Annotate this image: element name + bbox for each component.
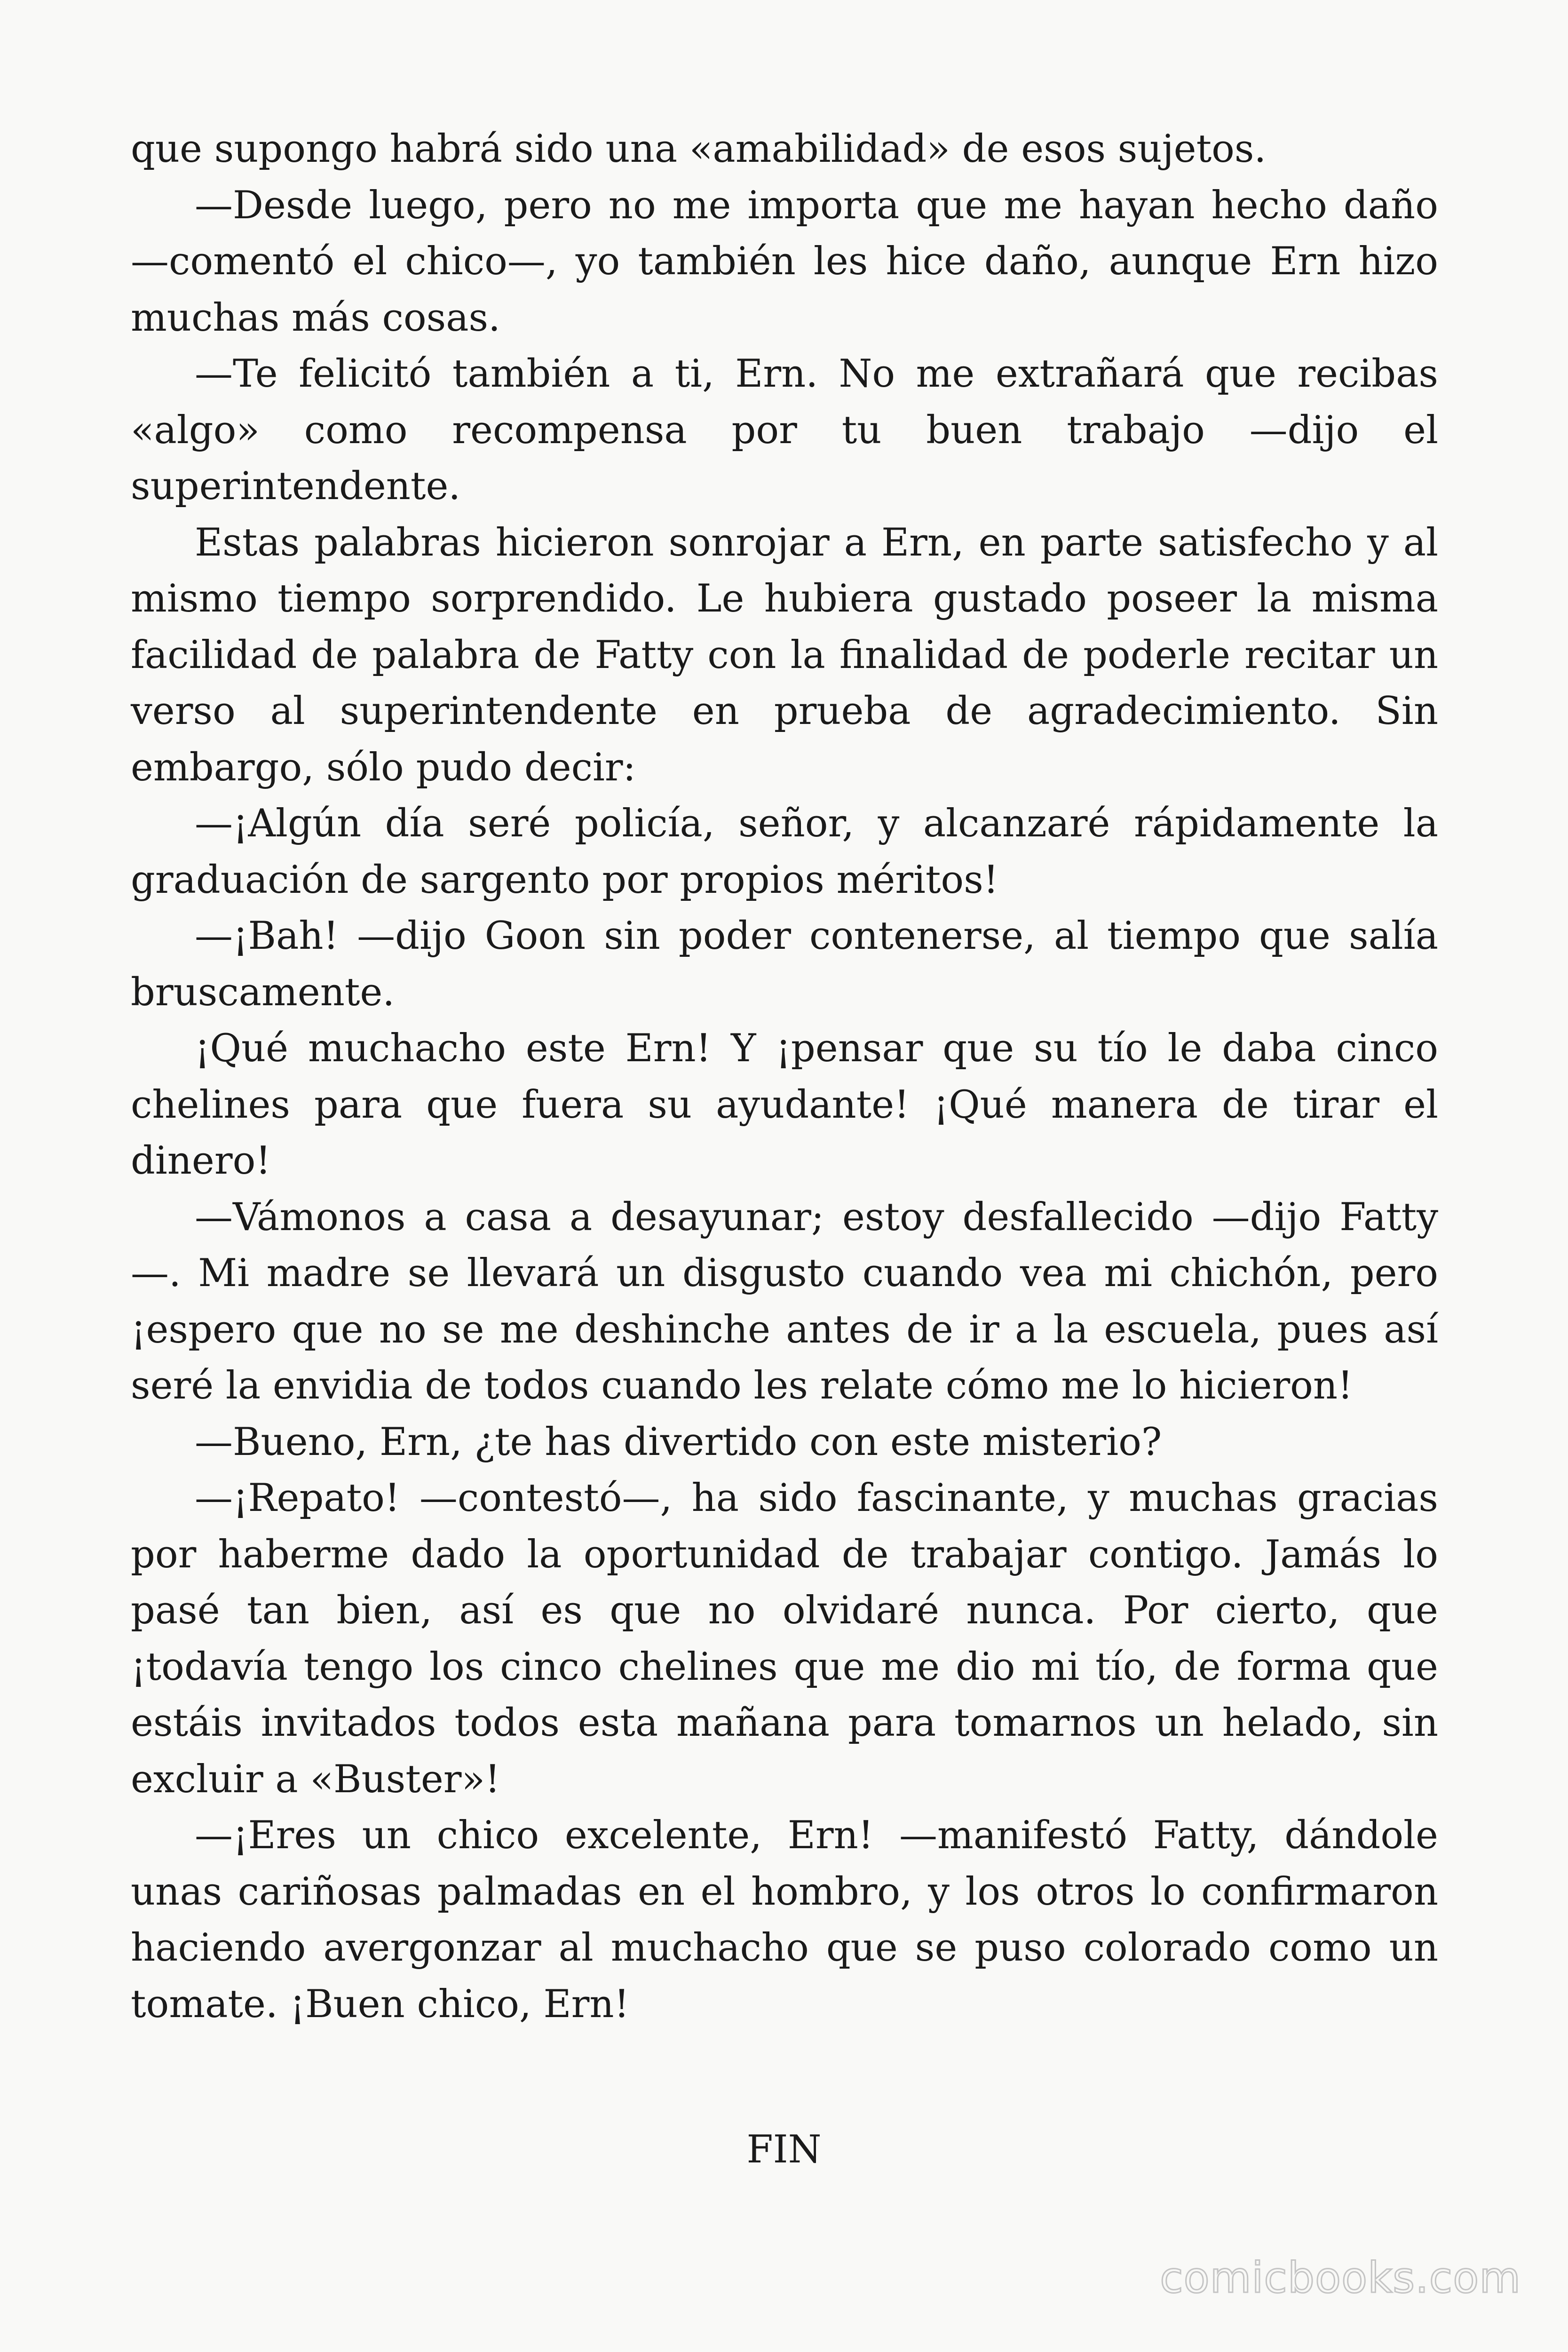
paragraph: Estas palabras hicieron sonrojar a Ern, en parte satisfecho y al mismo tiempo sorprendido. Le hubiera gustado poseer la misma facilidad de palabra de Fatty con la finalidad de poderle recitar un verso al superintendente en prueba de agradecimiento. Sin embargo, sólo pudo decir: xyxy=(131,520,1438,790)
paragraph-continuation: que supongo habrá sido una «amabilidad» de esos sujetos. xyxy=(131,127,1267,171)
paragraph: —¡Bah! —dijo Goon sin poder contenerse, al tiempo que salía bruscamente. xyxy=(131,914,1438,1015)
paragraph: —Bueno, Ern, ¿te has divertido con este misterio? xyxy=(195,1420,1162,1464)
paragraph: —Vámonos a casa a desayunar; estoy desfallecido —dijo Fatty —. Mi madre se llevará un disgusto cuando vea mi chichón, pero ¡espero que no se me deshinche antes de ir a la escuela, pues así seré la envidia de todos cuando les relate cómo me lo hicieron! xyxy=(131,1195,1438,1408)
paragraph: —Te felicitó también a ti, Ern. No me extrañará que recibas «algo» como recompensa por tu buen trabajo —dijo el superintendente. xyxy=(131,352,1438,509)
paragraph: —¡Repato! —contestó—, ha sido fascinante, y muchas gracias por haberme dado la oportunidad de trabajar contigo. Jamás lo pasé tan bien, así es que no olvidaré nunca. Por cierto, que ¡todavía tengo los cinco chelines que me dio mi tío, de forma que estáis invitados todos esta mañana para tomarnos un helado, sin excluir a «Buster»! xyxy=(131,1476,1438,1802)
body-text xyxy=(131,121,1438,2033)
ending-label: FIN xyxy=(746,2128,822,2172)
watermark: comicbooks.com xyxy=(1160,2253,1521,2303)
paragraph: —¡Eres un chico excelente, Ern! —manifestó Fatty, dándole unas cariñosas palmadas en el hombro, y los otros lo confirmaron haciendo avergonzar al muchacho que se puso colorado como un tomate. ¡Buen chico, Ern! xyxy=(131,1813,1438,2026)
paragraph: ¡Qué muchacho este Ern! Y ¡pensar que su tío le daba cinco chelines para que fuera su ayudante! ¡Qué manera de tirar el dinero! xyxy=(131,1026,1438,1183)
paragraph: —Desde luego, pero no me importa que me hayan hecho daño —comentó el chico—, yo también les hice daño, aunque Ern hizo muchas más cosas. xyxy=(131,183,1438,340)
paragraph: —¡Algún día seré policía, señor, y alcanzaré rápidamente la graduación de sargento por propios méritos! xyxy=(131,802,1438,902)
